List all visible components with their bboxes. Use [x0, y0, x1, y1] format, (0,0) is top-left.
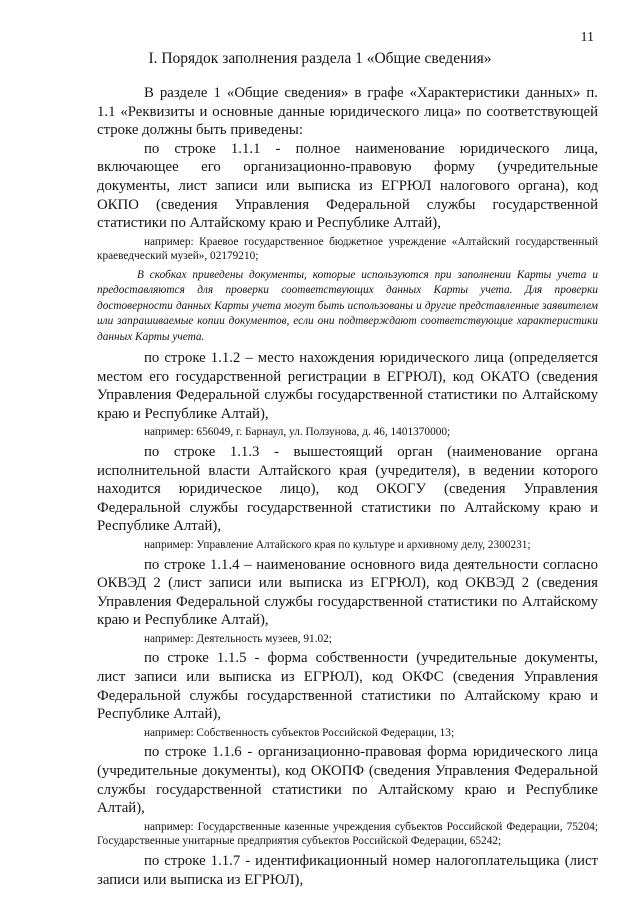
paragraph-line-1-1-7: по строке 1.1.7 - идентификационный номер налогоплательщика (лист записи или выписка из ЕГРЮЛ),: [97, 853, 598, 888]
page-number: 11: [580, 30, 594, 45]
paragraph-line-1-1-6: по строке 1.1.6 - организационно-правовая форма юридического лица (учредительные документы), код ОКОПФ (сведения Управления Федеральной службы государственной статистики по Алтайскому краю и Республике Алтай),: [97, 744, 598, 817]
italic-note: В скобках приведены документы, которые используются при заполнении Карты учета и предоставляются для проверки соответствующих данных Карты учета. Для проверки достоверности данных Карты учета могут быть использованы и другие представленные заявителем или запрашиваемые копии документов, если они подтверждают соответствующие характеристики данных Карты учета.: [97, 268, 598, 343]
example-line-1-1-3: например: Управление Алтайского края по культуре и архивному делу, 2300231;: [144, 538, 531, 551]
example-line-1-1-6: например: Государственные казенные учреждения субъектов Российской Федерации, 75204; Государственные унитарные предприятия субъектов Российской Федерации, 65242;: [97, 820, 598, 848]
section-heading: I. Порядок заполнения раздела 1 «Общие сведения»: [148, 50, 492, 67]
document-body: [97, 84, 598, 889]
example-line-1-1-2: например: 656049, г. Барнаул, ул. Ползунова, д. 46, 1401370000;: [144, 426, 451, 439]
paragraph-line-1-1-2: по строке 1.1.2 – место нахождения юридического лица (определяется местом его государственной регистрации в ЕГРЮЛ), код ОКАТО (сведения Управления Федеральной службы государственной статистики по Алтайскому краю и Республике Алтай),: [97, 349, 598, 422]
example-line-1-1-4: например: Деятельность музеев, 91.02;: [144, 632, 332, 645]
paragraph-line-1-1-1: по строке 1.1.1 - полное наименование юридического лица, включающее его организационно-правовую форму (учредительные документы, лист записи или выписка из ЕГРЮЛ налогового органа), код ОКПО (сведения Управления Федеральной службы государственной статистики по Алтайскому краю и Республике Алтай),: [97, 140, 598, 232]
example-line-1-1-1: например: Краевое государственное бюджетное учреждение «Алтайский государственный краеведческий музей», 02179210;: [97, 235, 598, 263]
paragraph-line-1-1-5: по строке 1.1.5 - форма собственности (учредительные документы, лист записи или выписка из ЕГРЮЛ), код ОКФС (сведения Управления Федеральной службы государственной статистики по Алтайскому краю и Республике Алтай),: [97, 650, 598, 723]
paragraph-line-1-1-3: по строке 1.1.3 - вышестоящий орган (наименование органа исполнительной власти Алтайского края (учредителя), в ведении которого находится юридическое лицо), код ОКОГУ (сведения Управления Федеральной службы государственной статистики по Алтайскому краю и Республике Алтай),: [97, 443, 598, 535]
paragraph-line-1-1-4: по строке 1.1.4 – наименование основного вида деятельности согласно ОКВЭД 2 (лист записи или выписка из ЕГРЮЛ), код ОКВЭД 2 (сведения Управления Федеральной службы государственной статистики по Алтайскому краю и Республике Алтай),: [97, 556, 598, 629]
paragraph-intro: В разделе 1 «Общие сведения» в графе «Характеристики данных» п. 1.1 «Реквизиты и основные данные юридического лица» по соответствующей строке должны быть приведены:: [97, 85, 598, 139]
example-line-1-1-5: например: Собственность субъектов Российской Федерации, 13;: [144, 726, 455, 739]
